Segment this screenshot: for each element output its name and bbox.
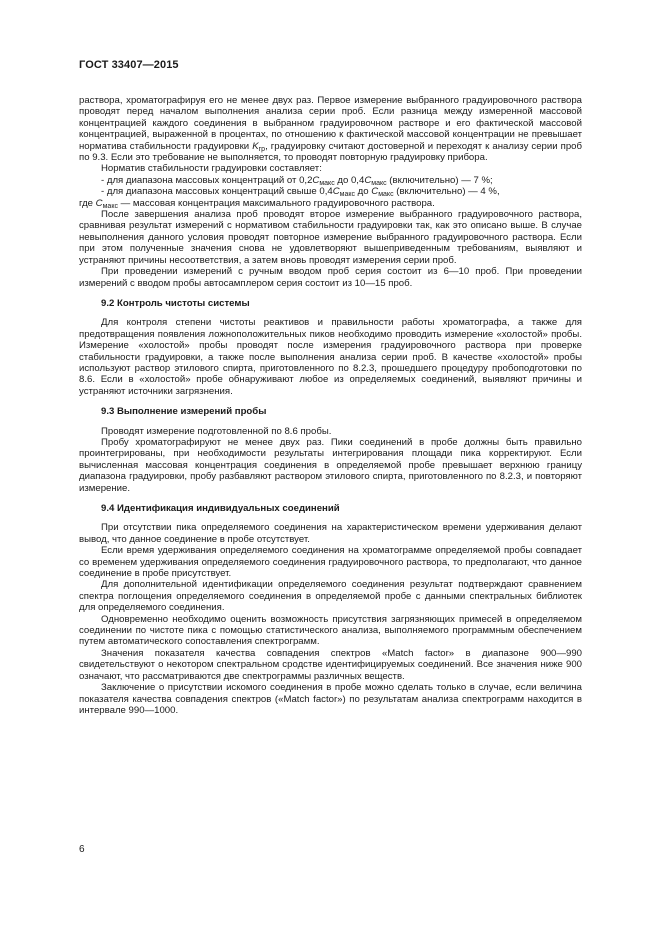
paragraph-series-size: При проведении измерений с ручным вводом проб серия состоит из 6—10 проб. При проведении измерений с вводом пробы автосамплером серия состоит из 10—15 проб. bbox=[79, 266, 582, 289]
paragraph-calibration-check: раствора, хроматографируя его не менее двух раз. Первое измерение выбранного градуировочного раствора проводят перед началом выполнения анализа серии проб. Если разница между измеренной массовой концентрацией каждого соединения в выбранном градуировочном растворе и его фактической массовой концентрацией, выраженной в процентах, по отношению к фактической массовой концентрации не превышает норматива стабильности градуировки $K_{гр}$, градуировку считают достоверной и переходят к анализу серии проб по 9.3. Если это требование не выполняется, то проводят повторную градуировку прибора. bbox=[79, 95, 583, 164]
list-item-range-2: - для диапазона массовых концентраций свыше $0,4C_{макс}$ до $C_{макс}$ (включительно) — 4 %, bbox=[101, 186, 500, 199]
section-heading-9-3: 9.3 Выполнение измерений пробы bbox=[101, 406, 267, 418]
paragraph-conclusion: Заключение о присутствии искомого соединения в пробе можно сделать только в случае, если величина показателя качества совпадения спектров («Match factor») по результатам анализа спектрограмм находится в интервале 990—1000. bbox=[79, 682, 582, 716]
paragraph-chromatography: Пробу хроматографируют не менее двух раз. Пики соединений в пробе должны быть правильно проинтегрированы, при необходимости результаты интегрирования площади пика корректируют. Если вычисленная массовая концентрация соединения в определяемой пробе превышает верхнюю границу диапазона градуировки, пробу разбавляют раствором этилового спирта, приготовленного по 8.2.3, и повторяют измерение. bbox=[79, 436, 582, 494]
paragraph-no-peak: При отсутствии пика определяемого соединения на характеристическом времени удерживания делают вывод, что данное соединение в пробе отсутствует. bbox=[79, 522, 582, 545]
paragraph-peak-purity: Одновременно необходимо оценить возможность присутствия загрязняющих примесей в определяемом соединении по чистоте пика с помощью статистического анализа, выполняемого программным обеспечением путем автоматического сопоставления спектрограмм. bbox=[79, 613, 582, 648]
section-heading-9-4: 9.4 Идентификация индивидуальных соединений bbox=[101, 503, 340, 514]
list-item-range-1: - для диапазона массовых концентраций от $0,2C_{макс}$ до $0,4C_{макс}$ (включительно) — 7 %; bbox=[101, 174, 493, 187]
document-header: ГОСТ 33407—2015 bbox=[79, 59, 179, 71]
paragraph-spectral-identification: Для дополнительной идентификации определяемого соединения результат подтверждают сравнением спектра поглощения определяемого соединения в определяемой пробе с данными спектральных библиотек для определяемого соединения. bbox=[79, 579, 582, 614]
paragraph-blank-sample: Для контроля степени чистоты реактивов и правильности работы хроматографа, а также для предотвращения появления ложноположительных пиков необходимо проводить измерение «холостой» пробы. Измерение «холостой» пробы проводят после измерения градуировочного раствора при проверке стабильности градуировки, а также после выполнения анализа серии проб. В качестве «холостой» пробы используют раствор этилового спирта, приготовленного по 8.2.3, прошедшего процедуру пробоподготовки по 8.6. Если в «холостой» пробе обнаруживают любое из определяемых соединений, выявляют причины и устраняют источники загрязнения. bbox=[79, 317, 582, 397]
page-content bbox=[79, 95, 582, 716]
paragraph-norm-intro: Норматив стабильности градуировки составляет: bbox=[101, 163, 322, 175]
paragraph-retention-time: Если время удерживания определяемого соединения на хроматограмме определяемой пробы совпадает со временем удерживания определяемого соединения градуировочного раствора, то предполагают, что данное соединение в пробе присутствует. bbox=[79, 545, 582, 580]
section-heading-9-2: 9.2 Контроль чистоты системы bbox=[101, 297, 250, 309]
paragraph-measure-sample: Проводят измерение подготовленной по 8.6 пробы. bbox=[101, 425, 332, 437]
paragraph-cmax-definition: где $C_{макс}$ — массовая концентрация максимального градуировочного раствора. bbox=[79, 197, 435, 210]
paragraph-second-measurement: После завершения анализа проб проводят второе измерение выбранного градуировочного раствора, сравнивая результат измерений с нормативом стабильности градуировки так, как это описано выше. В случае невыполнения данного условия проводят повторное измерение выбранного градуировочного раствора. Если при этом полученные значения снова не удовлетворяют вышеприведенным требованиям, выявляют и устраняют причины несоответствия, а затем вновь проводят измерения серии проб. bbox=[79, 209, 582, 266]
paragraph-match-factor: Значения показателя качества совпадения спектров «Match factor» в диапазоне 900—990 свидетельствуют о некотором спектральном сродстве идентифицируемых соединений. Все значения ниже 900 означают, что рассматриваются две спектрограммы различных веществ. bbox=[79, 647, 582, 682]
page-number: 6 bbox=[79, 844, 85, 855]
